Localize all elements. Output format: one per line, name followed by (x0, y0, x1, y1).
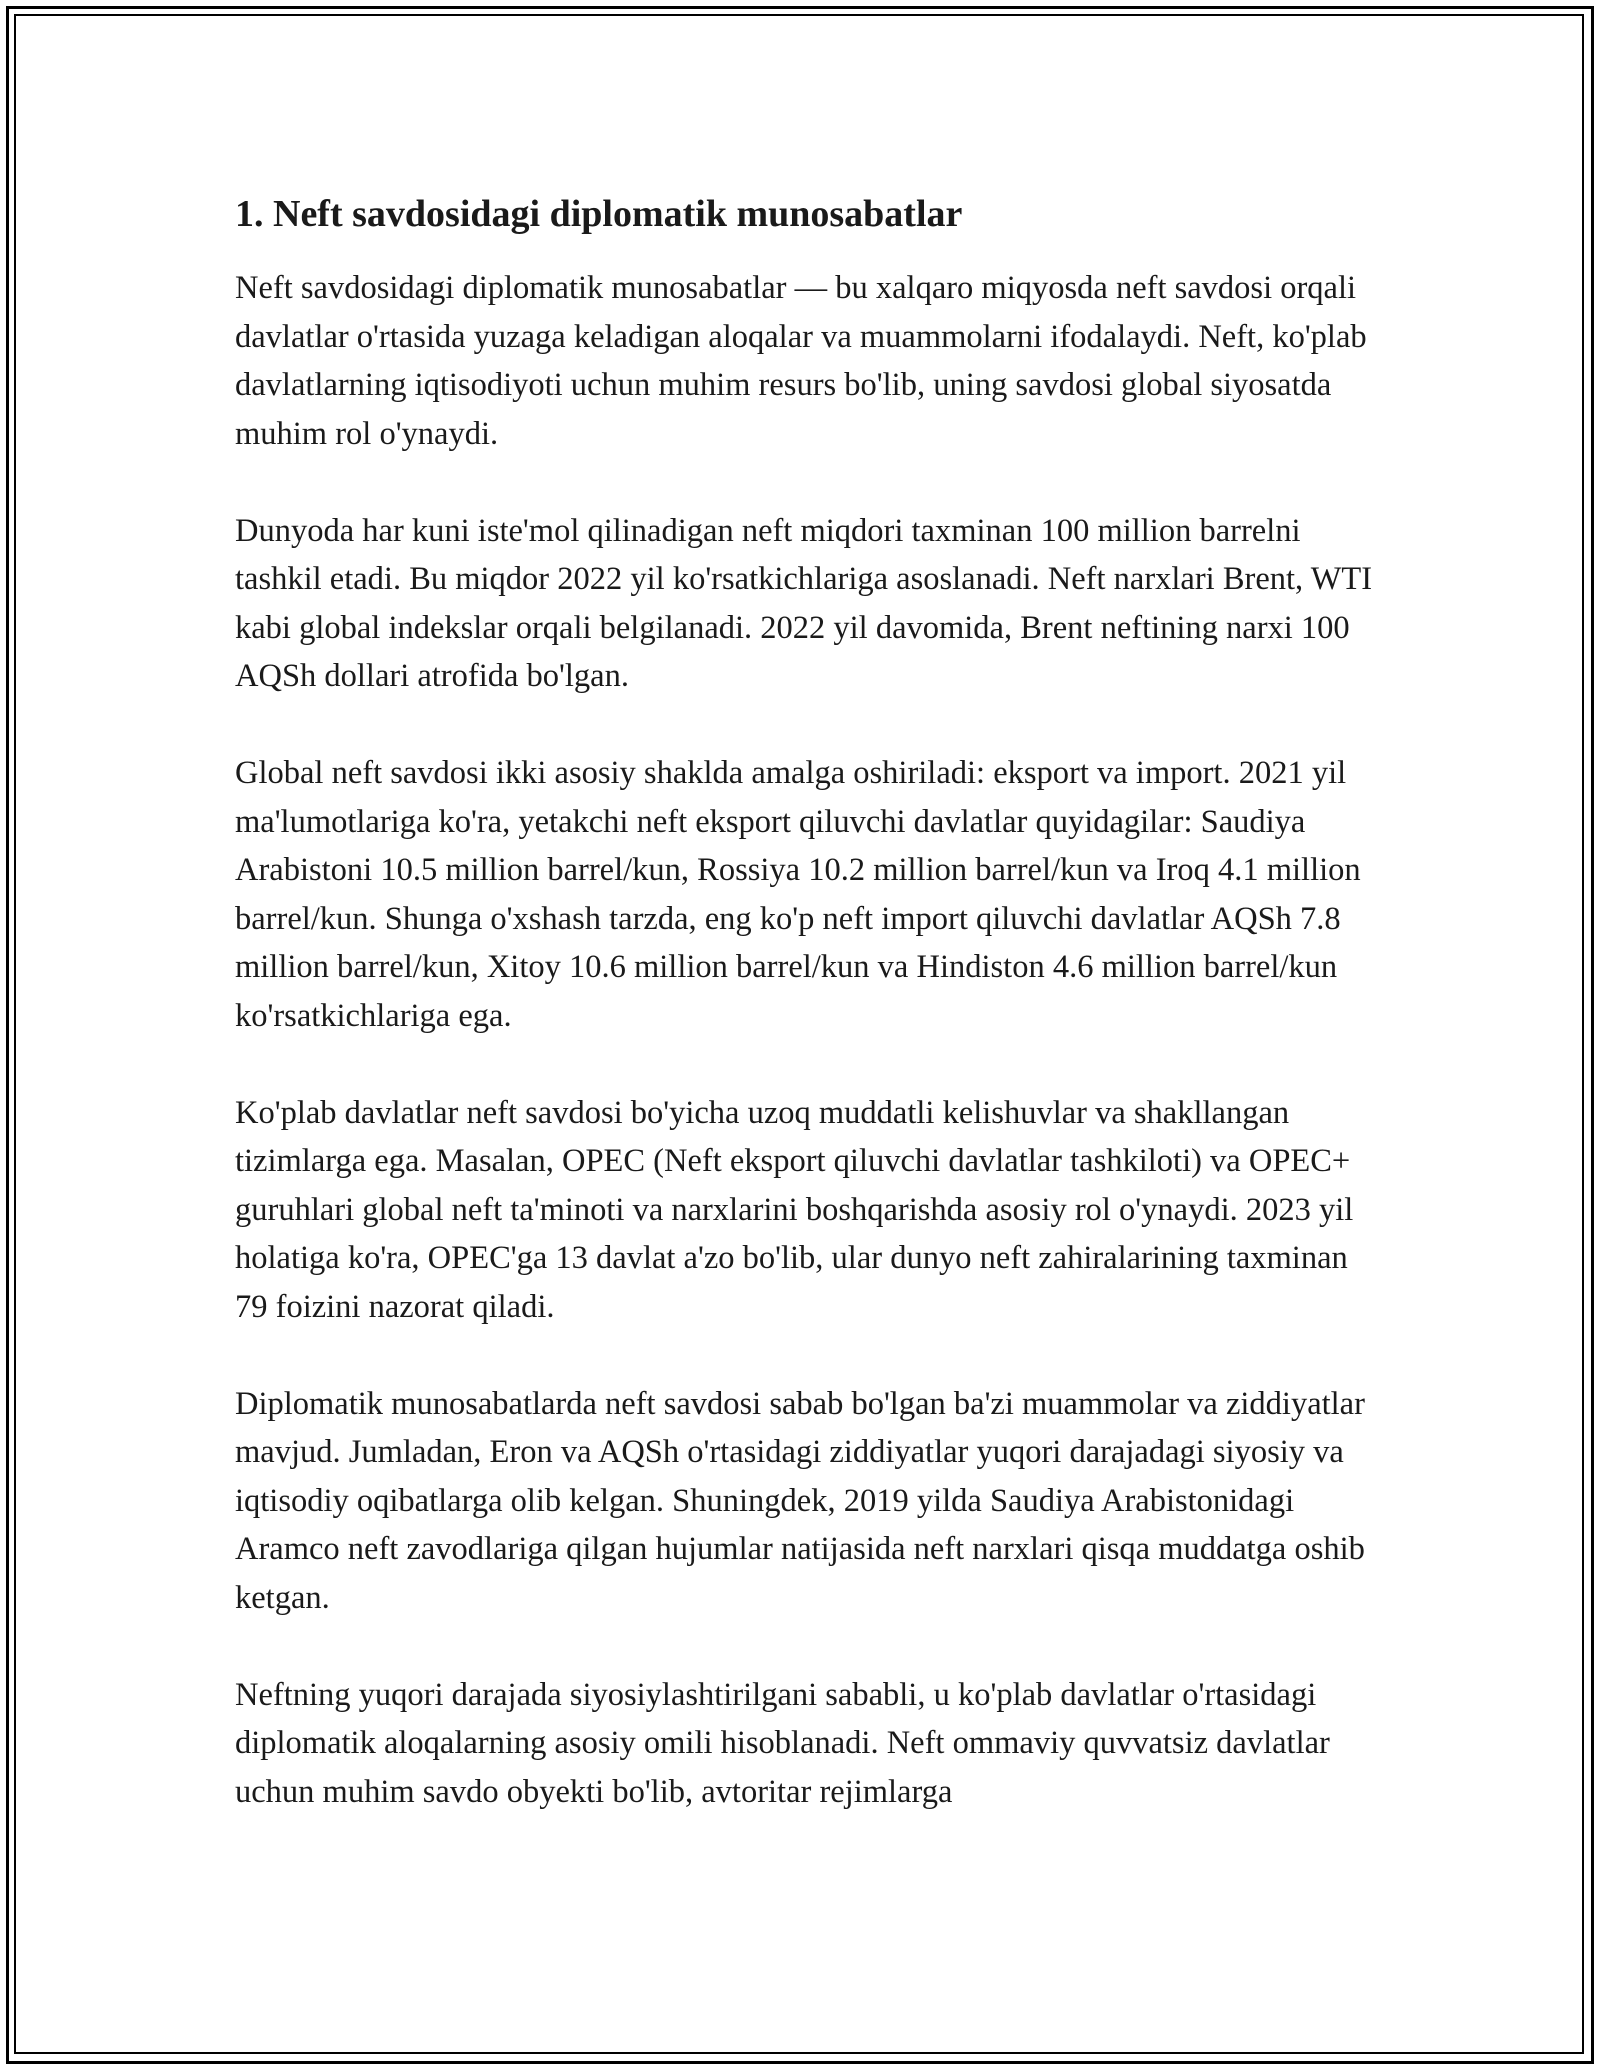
paragraph-opec: Ko'plab davlatlar neft savdosi bo'yicha uzoq muddatli kelishuvlar va shakllangan tizimlarga ega. Masalan, OPEC (Neft eksport qiluvchi davlatlar tashkiloti) va OPEC+ guruhlari global neft ta'minoti va narxlarini boshqarishda asosiy rol o'ynaydi. 2023 yil holatiga ko'ra, OPEC'ga 13 davlat a'zo bo'lib, ular dunyo neft zahiralarining taxminan 79 foizini nazorat qiladi. (235, 1094, 1354, 1325)
paragraph-intro: Neft savdosidagi diplomatik munosabatlar — bu xalqaro miqyosda neft savdosi orqali davlatlar o'rtasida yuzaga keladigan aloqalar va muammolarni ifodalaydi. Neft, ko'plab davlatlarning iqtisodiyoti uchun muhim resurs bo'lib, uning savdosi global siyosatda muhim rol o'ynaydi. (235, 270, 1367, 452)
paragraph-export-import: Global neft savdosi ikki asosiy shaklda amalga oshiriladi: eksport va import. 2021 yil ma'lumotlariga ko'ra, yetakchi neft eksport qiluvchi davlatlar quyidagilar: Saudiya Arabistoni 10.5 million barrel/kun, Rossiya 10.2 million barrel/kun va Iroq 4.1 million barrel/kun. Shunga o'xshash tarzda, eng ko'p neft import qiluvchi davlatlar AQSh 7.8 million barrel/kun, Xitoy 10.6 million barrel/kun va Hindiston 4.6 million barrel/kun ko'rsatkichlariga ega. (235, 755, 1361, 1034)
paragraph-consumption: Dunyoda har kuni iste'mol qilinadigan neft miqdori taxminan 100 million barrelni tashkil etadi. Bu miqdor 2022 yil ko'rsatkichlariga asoslanadi. Neft narxlari Brent, WTI kabi global indekslar orqali belgilanadi. 2022 yil davomida, Brent neftining narxi 100 AQSh dollari atrofida bo'lgan. (235, 512, 1373, 694)
document-body (235, 186, 1375, 1865)
section-heading: 1. Neft savdosidagi diplomatik munosabatlar (235, 193, 963, 235)
paragraph-conflicts: Diplomatik munosabatlarda neft savdosi sabab bo'lgan ba'zi muammolar va ziddiyatlar mavjud. Jumladan, Eron va AQSh o'rtasidagi ziddiyatlar yuqori darajadagi siyosiy va iqtisodiy oqibatlarga olib kelgan. Shuningdek, 2019 yilda Saudiya Arabistonidagi Aramco neft zavodlariga qilgan hujumlar natijasida neft narxlari qisqa muddatga oshib ketgan. (235, 1385, 1365, 1616)
paragraph-politicization: Neftning yuqori darajada siyosiylashtirilgani sababli, u ko'plab davlatlar o'rtasidagi diplomatik aloqalarning asosiy omili hisoblanadi. Neft ommaviy quvvatsiz davlatlar uchun muhim savdo obyekti bo'lib, avtoritar rejimlarga (235, 1676, 1330, 1810)
